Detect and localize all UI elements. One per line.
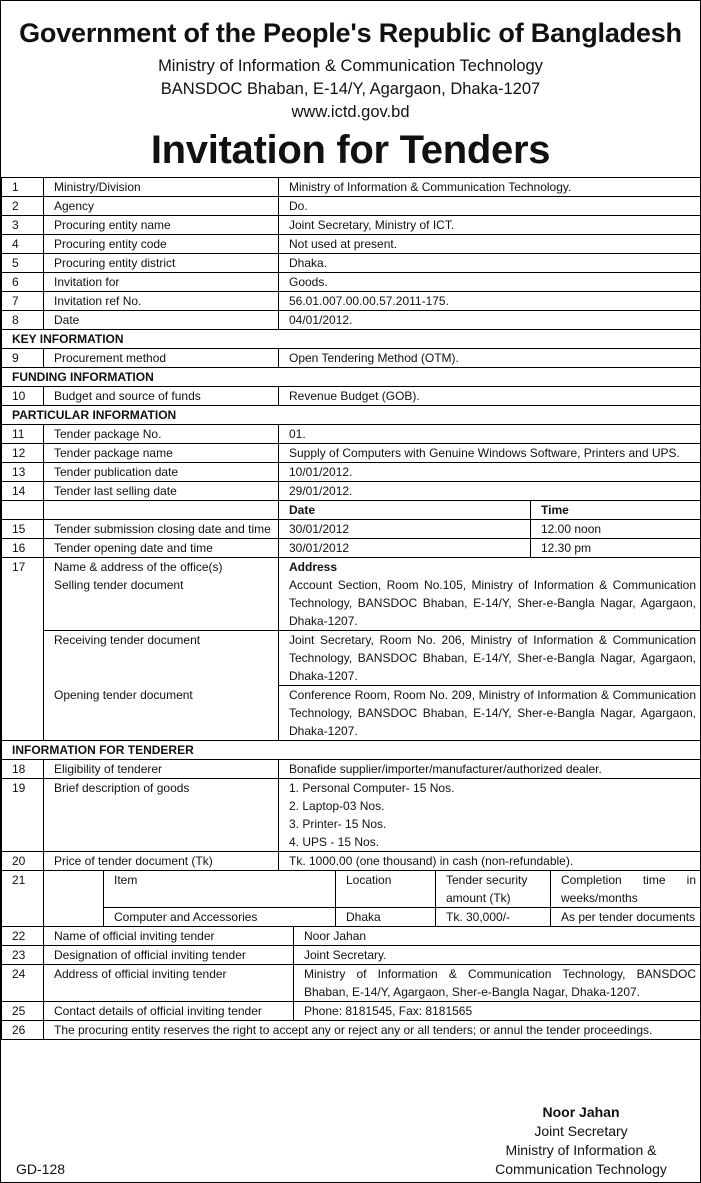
table-row: 17 Name & address of the office(s) Selling tender document Address Account Section, Room No.105, Ministry of Information & Communication Technology, BANSDOC Bhaban, E-14/Y, Sher-e-Bangla Nagar, Agargaon, Dhaka-1207. [2,558,701,631]
table-row: 10 Budget and source of funds Revenue Budget (GOB). [2,387,701,406]
table-row: 18 Eligibility of tenderer Bonafide supplier/importer/manufacturer/authorized dealer. [2,760,701,779]
table-row: 6 Invitation for Goods. [2,273,701,292]
section-heading-key: KEY INFORMATION [2,330,701,349]
table-row: 16 Tender opening date and time 30/01/2012 12.30 pm [2,539,701,558]
table-row: 11 Tender package No. 01. [2,425,701,444]
list-item: 4. UPS - 15 Nos. [289,835,380,849]
table-row: 1 Ministry/Division Ministry of Information & Communication Technology. [2,178,701,197]
table-row: 15 Tender submission closing date and time 30/01/2012 12.00 noon [2,520,701,539]
table-row: 23 Designation of official inviting tender Joint Secretary. [2,946,701,965]
table-row: 20 Price of tender document (Tk) Tk. 1000.00 (one thousand) in cash (non-refundable). [2,852,701,871]
notice-title: Invitation for Tenders [150,128,551,172]
table-row: 3 Procuring entity name Joint Secretary, Ministry of ICT. [2,216,701,235]
table-row: 7 Invitation ref No. 56.01.007.00.00.57.2011-175. [2,292,701,311]
table-row: 26 The procuring entity reserves the right to accept any or reject any or all tenders; or annul the tender proceedings. [2,1021,701,1040]
table-row: 24 Address of official inviting tender Ministry of Information & Communication Technology, BANSDOC Bhaban, E-14/Y, Agargaon, Sher-e-Bangla Nagar, Dhaka-1207. [2,965,701,1002]
table-row: 4 Procuring entity code Not used at present. [2,235,701,254]
signatory-designation: Joint Secretary [534,1123,628,1139]
list-item: 3. Printer- 15 Nos. [289,817,387,831]
ministry-name: Ministry of Information & Communication Technology [158,57,543,75]
signature-block [481,1103,681,1179]
ministry-website: www.ictd.gov.bd [291,103,410,121]
table-row: Opening tender document Conference Room, Room No. 209, Ministry of Information & Communication Technology, BANSDOC Bhaban, E-14/Y, Sher-e-Bangla Nagar, Agargaon, Dhaka-1207. [2,686,701,741]
table-row: 5 Procuring entity district Dhaka. [2,254,701,273]
table-row: 8 Date 04/01/2012. [2,311,701,330]
list-item: 1. Personal Computer- 15 Nos. [289,781,455,795]
goods-list [279,779,701,852]
footer-code: GD-128 [16,1161,66,1177]
official-table [1,926,701,1040]
info-table [1,177,701,871]
table-row: 13 Tender publication date 10/01/2012. [2,463,701,482]
ministry-address: BANSDOC Bhaban, E-14/Y, Agargaon, Dhaka-1207 [160,80,541,98]
table-row: 25 Contact details of official inviting tender Phone: 8181545, Fax: 8181565 [2,1002,701,1021]
date-time-header: Date Time [2,501,701,520]
tender-table [1,177,701,1040]
section-heading-particular: PARTICULAR INFORMATION [2,406,701,425]
table-row: 9 Procurement method Open Tendering Method (OTM). [2,349,701,368]
signatory-office: Communication Technology [495,1161,667,1177]
table-row: 2 Agency Do. [2,197,701,216]
section-heading-tenderer: INFORMATION FOR TENDERER [2,741,701,760]
table-row: 22 Name of official inviting tender Noor Jahan [2,927,701,946]
lot-header: 21 Item Location Tender security amount (Tk) Completion time in weeks/months [2,871,701,908]
table-row: 12 Tender package name Supply of Computers with Genuine Windows Software, Printers and UPS. [2,444,701,463]
list-item: 2. Laptop-03 Nos. [289,799,385,813]
table-row: 14 Tender last selling date 29/01/2012. [2,482,701,501]
section-heading-funding: FUNDING INFORMATION [2,368,701,387]
table-row: 19 Brief description of goods 1. Personal Computer- 15 Nos. 2. Laptop-03 Nos. 3. Printer- 15 Nos. 4. UPS - 15 Nos. [2,779,701,852]
table-row: Receiving tender document Joint Secretary, Room No. 206, Ministry of Information & Communication Technology, BANSDOC Bhaban, E-14/Y, Sher-e-Bangla Nagar, Agargaon, Dhaka-1207. [2,631,701,686]
signatory-name: Noor Jahan [542,1104,620,1120]
lot-table [1,870,701,927]
lot-row: Computer and Accessories Dhaka Tk. 30,000/- As per tender documents [2,908,701,927]
signatory-office: Ministry of Information & [505,1142,657,1158]
government-title: Government of the People's Republic of Bangladesh [19,18,682,48]
